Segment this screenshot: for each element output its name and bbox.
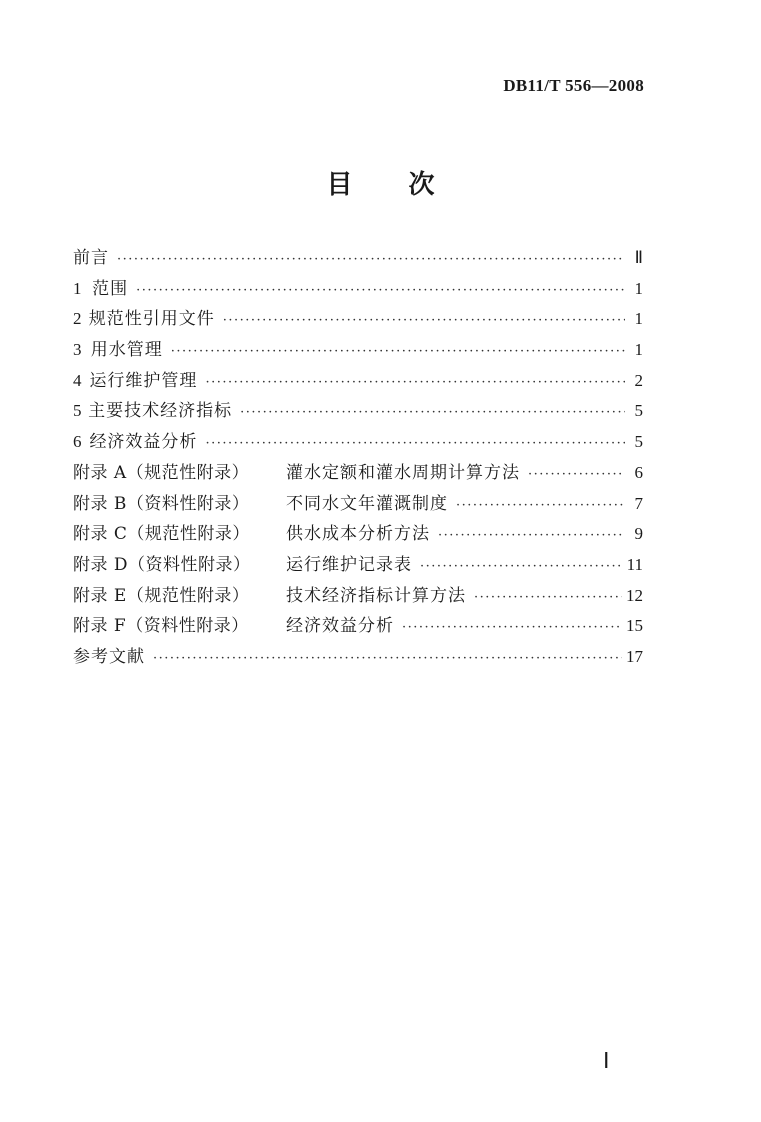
- toc-entry-water-management[interactable]: [73, 335, 643, 366]
- toc-leader-dots: [136, 276, 625, 307]
- toc-entry-label: 主要技术经济指标: [88, 401, 233, 422]
- toc-entry-label: 经济效益分析: [89, 432, 198, 453]
- toc-page-number: 5: [634, 432, 643, 452]
- toc-leader-dots: [420, 552, 623, 583]
- toc-entry-label: 运行维护管理: [89, 370, 198, 391]
- toc-page-number: 1: [634, 340, 643, 360]
- toc-entry-label: 灌水定额和灌水周期计算方法: [286, 462, 520, 483]
- toc-leader-dots: [205, 368, 625, 399]
- toc-page-number: 17: [626, 646, 643, 666]
- toc-leader-dots: [117, 245, 625, 276]
- toc-page-number: 5: [634, 401, 643, 421]
- toc-appendix-tag: 附录 E（规范性附录）: [73, 585, 250, 606]
- toc-entry-label: 技术经济指标计算方法: [286, 585, 466, 606]
- toc-entry-number: 6: [73, 432, 82, 452]
- toc-leader-dots: [153, 644, 622, 675]
- toc-entry-operation-maintenance[interactable]: [73, 366, 643, 397]
- toc-entry-label: 不同水文年灌溉制度: [286, 493, 448, 514]
- toc-entry-label: 规范性引用文件: [88, 309, 215, 330]
- toc-entry-label: 前言: [73, 248, 109, 268]
- toc-leader-dots: [171, 337, 625, 368]
- toc-entry-appendix-b[interactable]: [73, 489, 643, 520]
- toc-appendix-tag: 附录 F（资料性附录）: [73, 616, 249, 637]
- toc-entry-appendix-d[interactable]: [73, 550, 643, 581]
- toc-entry-number: 4: [73, 370, 82, 390]
- toc-entry-label: 运行维护记录表: [286, 554, 412, 575]
- toc-appendix-tag: 附录 A（规范性附录）: [73, 462, 250, 483]
- toc-page-number: 7: [634, 493, 643, 513]
- toc-leader-dots: [223, 306, 625, 337]
- toc-leader-dots: [240, 398, 625, 429]
- toc-entry-appendix-e[interactable]: [73, 581, 643, 612]
- toc-title: 目次: [326, 170, 491, 200]
- toc-page-number: 2: [634, 370, 643, 390]
- toc-entry-economic-analysis[interactable]: [73, 427, 643, 458]
- toc-leader-dots: [205, 429, 625, 460]
- toc-page-number: 1: [634, 278, 643, 298]
- toc-entry-label: 用水管理: [90, 340, 163, 361]
- toc-leader-dots: [402, 613, 622, 644]
- toc-entry-normative-references[interactable]: [73, 304, 643, 335]
- toc-appendix-tag: 附录 D（资料性附录）: [73, 554, 251, 575]
- toc-entry-label: 经济效益分析: [286, 616, 394, 637]
- toc-page-number: 11: [626, 554, 643, 574]
- toc-entry-technical-indicators[interactable]: [73, 396, 643, 427]
- toc-leader-dots: [456, 491, 625, 522]
- toc-leader-dots: [438, 521, 625, 552]
- toc-entry-label: 供水成本分析方法: [286, 524, 430, 545]
- toc-page-number: 12: [626, 585, 643, 605]
- toc-leader-dots: [528, 460, 625, 491]
- toc-entry-foreword[interactable]: [73, 243, 643, 274]
- toc-entry-appendix-c[interactable]: [73, 519, 643, 550]
- toc-entry-scope[interactable]: [73, 274, 643, 305]
- toc-appendix-tag: 附录 B（资料性附录）: [73, 493, 250, 514]
- toc-leader-dots: [474, 583, 622, 614]
- toc-page-number: 6: [634, 462, 643, 482]
- toc-entry-number: 5: [73, 401, 82, 421]
- toc-entry-label: 范围: [92, 278, 129, 299]
- table-of-contents: [73, 243, 643, 673]
- toc-entry-number: 1: [73, 278, 82, 298]
- toc-entry-number: 3: [73, 340, 82, 360]
- toc-entry-number: 2: [73, 309, 82, 329]
- toc-entry-label: 参考文献: [73, 646, 145, 667]
- toc-entry-appendix-a[interactable]: [73, 458, 643, 489]
- toc-appendix-tag: 附录 C（规范性附录）: [73, 524, 250, 545]
- toc-entry-references[interactable]: [73, 642, 643, 673]
- page-number: Ⅰ: [603, 1048, 610, 1073]
- toc-page-number: 15: [626, 616, 643, 636]
- toc-page-number: Ⅱ: [634, 248, 643, 267]
- toc-entry-appendix-f[interactable]: [73, 611, 643, 642]
- toc-page-number: 1: [634, 309, 643, 329]
- toc-page-number: 9: [634, 524, 643, 544]
- document-code: DB11/T 556—2008: [503, 76, 644, 95]
